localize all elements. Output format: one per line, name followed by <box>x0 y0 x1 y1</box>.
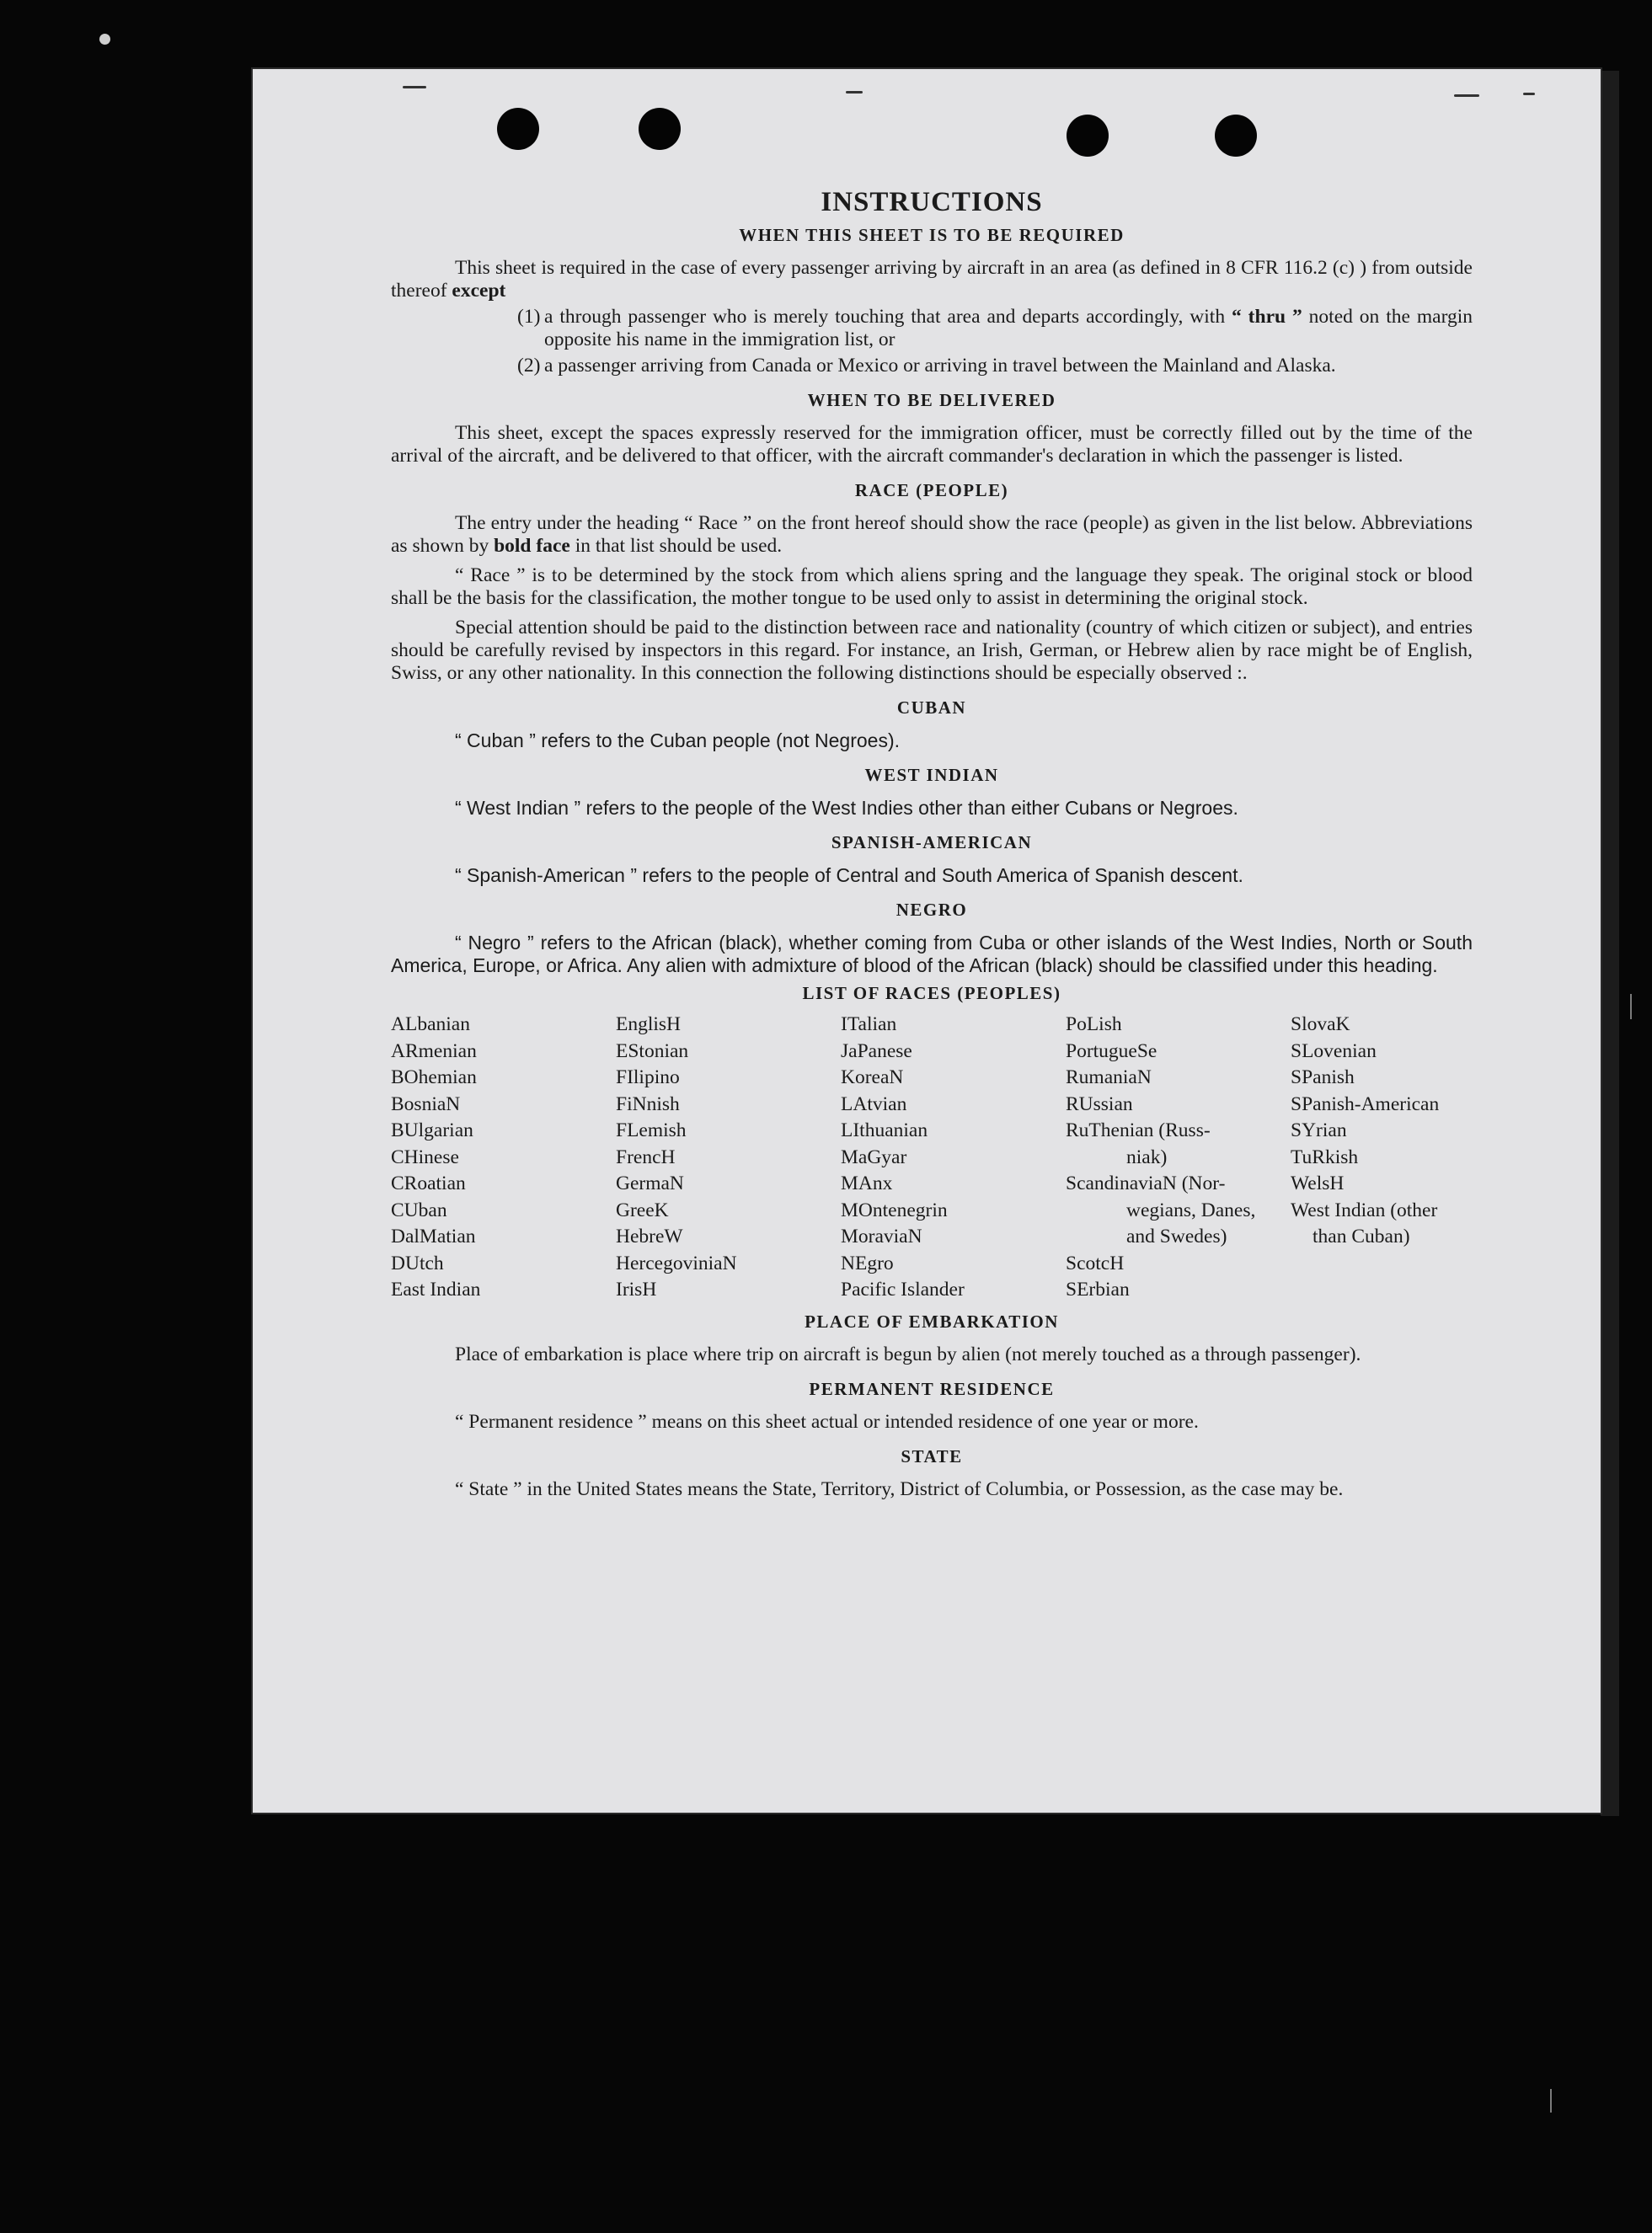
page-title: INSTRUCTIONS <box>821 187 1043 217</box>
race-item: PoLish <box>1066 1013 1122 1035</box>
place-of-embarkation-text: Place of embarkation is place where trip on aircraft is begun by alien (not merely touched as a through passenger). <box>455 1343 1361 1365</box>
races-column-3 <box>841 1012 1066 1304</box>
race-item: GreeK <box>616 1199 669 1221</box>
section-heading-spanish-american: SPANISH-AMERICAN <box>831 832 1033 852</box>
negro-text: “ Negro ” refers to the African (black), whether coming from Cuba or other islands of the West Indies, North or South America, Europe, or Africa. Any alien with admixture of blood of the African (black) should be classified under this heading. <box>391 932 1473 976</box>
race-item: CHinese <box>391 1146 459 1168</box>
race-item: GermaN <box>616 1173 684 1194</box>
section-heading-place-of-embarkation: PLACE OF EMBARKATION <box>805 1311 1059 1332</box>
race-item: DUtch <box>391 1252 444 1274</box>
race-item: HercegoviniaN <box>616 1252 737 1274</box>
sheet-mark <box>1454 94 1479 97</box>
race-item: CUban <box>391 1199 447 1221</box>
section-heading-list-of-races: LIST OF RACES (PEOPLES) <box>802 983 1061 1003</box>
race-item: FIlipino <box>616 1066 680 1088</box>
race-item: Pacific Islander <box>841 1279 965 1301</box>
race-item: LAtvian <box>841 1092 907 1115</box>
race-item-continuation: and Swedes) <box>1126 1226 1227 1247</box>
sheet-edge-shadow <box>1601 71 1619 1816</box>
race-item: KoreaN <box>841 1066 904 1088</box>
race-item: IrisH <box>616 1279 657 1301</box>
race-item-continuation: than Cuban) <box>1313 1226 1410 1247</box>
race-item-continuation: niak) <box>1126 1146 1168 1168</box>
race-item: EStonian <box>616 1039 689 1062</box>
permanent-residence-text: “ Permanent residence ” means on this sheet actual or intended residence of one year or more. <box>455 1410 1199 1433</box>
race-item: LIthuanian <box>841 1119 928 1141</box>
film-scratch <box>1630 994 1632 1019</box>
when-delivered-text: This sheet, except the spaces expressly reserved for the immigration officer, must be correctly filled out by the time of the arrival of the aircraft, and be delivered to that officer, with the aircraft commander's declaration in which the passenger is listed. <box>391 422 1473 467</box>
section-heading-west-indian: WEST INDIAN <box>864 765 999 785</box>
race-item: ARmenian <box>391 1039 477 1062</box>
exception-item-1: (1) a through passenger who is merely touching that area and departs accordingly, with “ thru ” noted on the margin opposite his name in the immigration list, or <box>517 306 1473 350</box>
race-item: WelsH <box>1291 1173 1345 1194</box>
race-item: ALbanian <box>391 1013 470 1035</box>
film-dust-dot <box>99 34 110 45</box>
cuban-text: “ Cuban ” refers to the Cuban people (not Negroes). <box>455 729 901 751</box>
race-item: FLemish <box>616 1119 687 1141</box>
race-item: PortugueSe <box>1066 1039 1157 1062</box>
race-item: BosniaN <box>391 1092 461 1115</box>
race-paragraph-2: “ Race ” is to be determined by the stock from which aliens spring and the language they speak. The original stock or blood shall be the basis for the classification, the mother tongue to be used only to assist in determining the original stock. <box>391 564 1473 609</box>
race-item: ScotcH <box>1066 1252 1125 1274</box>
race-item: SPanish-American <box>1291 1092 1440 1115</box>
section-heading-state: STATE <box>901 1445 963 1466</box>
race-item: SErbian <box>1066 1279 1130 1301</box>
races-column-5 <box>1291 1012 1473 1304</box>
race-item: HebreW <box>616 1226 683 1247</box>
race-item: MaGyar <box>841 1146 907 1168</box>
race-item: JaPanese <box>841 1039 912 1062</box>
when-required-intro: This sheet is required in the case of every passenger arriving by aircraft in an area (as defined in 8 CFR 116.2 (c) ) from outside thereof except <box>391 257 1473 302</box>
instructions-text <box>391 185 1473 1501</box>
race-item: SLovenian <box>1291 1039 1377 1062</box>
race-item: NEgro <box>841 1252 894 1274</box>
punch-hole <box>639 108 681 150</box>
punch-hole <box>1215 115 1257 157</box>
race-item: DalMatian <box>391 1226 476 1247</box>
sheet-mark <box>403 86 426 88</box>
race-item: FrencH <box>616 1146 676 1168</box>
section-heading-race: RACE (PEOPLE) <box>854 480 1009 500</box>
race-item: SYrian <box>1291 1119 1347 1141</box>
race-item: RuThenian (Russ- <box>1066 1119 1211 1141</box>
section-heading-when-delivered: WHEN TO BE DELIVERED <box>807 390 1056 410</box>
sheet-mark <box>846 91 863 93</box>
race-item: ScandinaviaN (Nor- <box>1066 1173 1226 1194</box>
race-item: BUlgarian <box>391 1119 473 1141</box>
instruction-sheet <box>253 69 1601 1813</box>
race-item: SPanish <box>1291 1066 1355 1088</box>
exception-item-2: (2) a passenger arriving from Canada or Mexico or arriving in travel between the Mainland and Alaska. <box>517 355 1336 377</box>
race-item: ITalian <box>841 1013 897 1035</box>
race-paragraph-3: Special attention should be paid to the distinction between race and nationality (country of which citizen or subject), and entries should be carefully revised by inspectors in this regard. For instance, an Irish, German, or Hebrew alien by race might be of English, Swiss, or any other nationality. In this connection the following distinctions should be especially observed :. <box>391 617 1473 684</box>
race-paragraph-1: The entry under the heading “ Race ” on the front hereof should show the race (people) as given in the list below. Abbreviations as shown by bold face in that list should be used. <box>391 512 1473 557</box>
section-heading-cuban: CUBAN <box>896 697 967 718</box>
film-scratch <box>1550 2089 1552 2113</box>
race-item: RumaniaN <box>1066 1066 1152 1088</box>
race-item: FiNnish <box>616 1092 680 1115</box>
race-item: East Indian <box>391 1279 481 1301</box>
west-indian-text: “ West Indian ” refers to the people of the West Indies other than either Cubans or Negroes. <box>455 797 1238 819</box>
punch-hole <box>1067 115 1109 157</box>
race-item: TuRkish <box>1291 1146 1359 1168</box>
race-item: West Indian (other <box>1291 1199 1438 1221</box>
sheet-mark <box>1523 93 1535 95</box>
state-text: “ State ” in the United States means the State, Territory, District of Columbia, or Possession, as the case may be. <box>455 1477 1344 1500</box>
race-item: MoraviaN <box>841 1226 922 1247</box>
race-item: MAnx <box>841 1173 893 1194</box>
section-heading-negro: NEGRO <box>896 900 968 920</box>
races-list <box>391 1012 1473 1304</box>
race-item: MOntenegrin <box>841 1199 948 1221</box>
race-item: RUssian <box>1066 1092 1133 1115</box>
races-column-1 <box>391 1012 616 1304</box>
race-item: CRoatian <box>391 1173 466 1194</box>
race-item: SlovaK <box>1291 1013 1350 1035</box>
punch-hole <box>497 108 539 150</box>
section-heading-permanent-residence: PERMANENT RESIDENCE <box>809 1378 1055 1399</box>
spanish-american-text: “ Spanish-American ” refers to the people of Central and South America of Spanish descent. <box>455 864 1243 886</box>
race-item: BOhemian <box>391 1066 477 1088</box>
section-heading-when-required: WHEN THIS SHEET IS TO BE REQUIRED <box>739 225 1125 245</box>
race-item: EnglisH <box>616 1013 682 1035</box>
race-item-continuation: wegians, Danes, <box>1126 1199 1256 1221</box>
races-column-4 <box>1066 1012 1291 1304</box>
races-column-2 <box>616 1012 841 1304</box>
